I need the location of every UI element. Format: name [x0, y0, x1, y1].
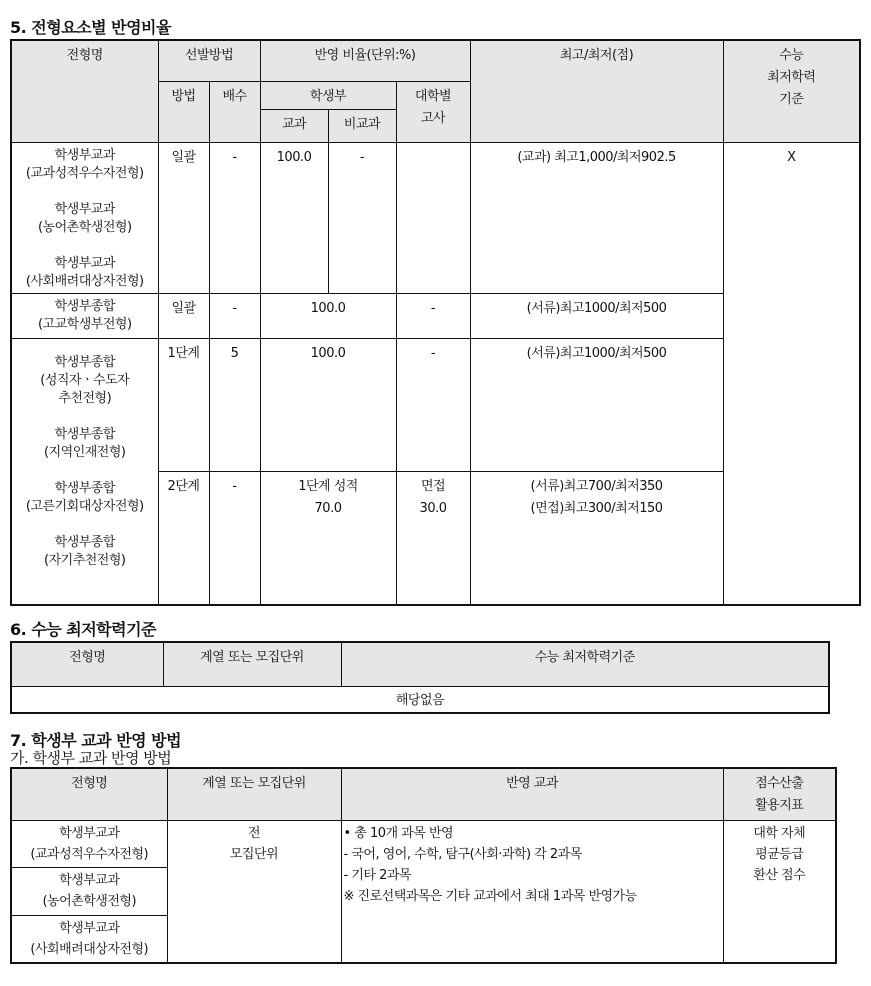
- header-type: 전형명: [11, 768, 167, 820]
- record-ratio: 1단계 성적 70.0: [260, 471, 396, 605]
- type-name: 학생부교과 (사회배려대상자전형): [11, 915, 167, 963]
- record-ratio: 100.0: [260, 338, 396, 471]
- maxmin: (서류)최고1000/최저500: [470, 293, 723, 338]
- header-index: 점수산출 활용지표: [723, 768, 836, 820]
- unit: 전 모집단위: [167, 820, 341, 963]
- subject-ratio: 100.0: [260, 142, 328, 293]
- header-record: 학생부: [260, 81, 396, 109]
- type-names: 학생부교과 (교과성적우수자전형) 학생부교과 (농어촌학생전형) 학생부교과 (사회배려대상자전형): [11, 142, 158, 293]
- nonsubject-ratio: -: [328, 142, 396, 293]
- maxmin: (서류)최고1000/최저500: [470, 338, 723, 471]
- header-method-group: 선발방법: [158, 40, 260, 81]
- header-unit: 계열 또는 모집단위: [163, 642, 341, 686]
- header-subject: 교과: [260, 109, 328, 142]
- exam-ratio: -: [396, 338, 470, 471]
- not-applicable: 해당없음: [11, 686, 829, 713]
- header-type: 전형명: [11, 40, 158, 142]
- section7-title: 7. 학생부 교과 반영 방법: [10, 731, 182, 750]
- exam-ratio: 면접 30.0: [396, 471, 470, 605]
- multiple: -: [209, 142, 260, 293]
- header-csat: 수능 최저학력기준: [341, 642, 829, 686]
- method: 일괄: [158, 293, 209, 338]
- method: 1단계: [158, 338, 209, 471]
- multiple: -: [209, 293, 260, 338]
- header-maxmin: 최고/최저(점): [470, 40, 723, 142]
- maxmin: (서류)최고700/최저350 (면접)최고300/최저150: [470, 471, 723, 605]
- record-ratio: 100.0: [260, 293, 396, 338]
- csat-minimum: X: [723, 142, 860, 605]
- exam-ratio: -: [396, 293, 470, 338]
- csat-table: [10, 641, 830, 714]
- header-unit: 계열 또는 모집단위: [167, 768, 341, 820]
- header-method: 방법: [158, 81, 209, 142]
- maxmin: (교과) 최고1,000/최저902.5: [470, 142, 723, 293]
- header-univ-exam: 대학별 고사: [396, 81, 470, 142]
- method: 일괄: [158, 142, 209, 293]
- multiple: -: [209, 471, 260, 605]
- exam-ratio: [396, 142, 470, 293]
- type-name: 학생부교과 (교과성적우수자전형): [11, 820, 167, 867]
- index: 대학 자체 평균등급 환산 점수: [723, 820, 836, 963]
- header-type: 전형명: [11, 642, 163, 686]
- header-csat: 수능 최저학력 기준: [723, 40, 860, 142]
- type-names: 학생부종합 (고교학생부전형): [11, 293, 158, 338]
- ratio-table: [10, 39, 861, 606]
- multiple: 5: [209, 338, 260, 471]
- header-multiple: 배수: [209, 81, 260, 142]
- subjects: • 총 10개 과목 반영 - 국어, 영어, 수학, 탐구(사회·과학) 각 2과목 - 기타 2과목 ※ 진로선택과목은 기타 교과에서 최대 1과목 반영가능: [341, 820, 723, 963]
- section6-title: 6. 수능 최저학력기준: [10, 620, 156, 639]
- header-ratio-group: 반영 비율(단위:%): [260, 40, 470, 81]
- type-names: 학생부종합 (성직자ㆍ수도자 추천전형) 학생부종합 (지역인재전형) 학생부종합 (고른기회대상자전형) 학생부종합 (자기추천전형): [11, 338, 158, 605]
- header-nonsubject: 비교과: [328, 109, 396, 142]
- header-subjects: 반영 교과: [341, 768, 723, 820]
- method: 2단계: [158, 471, 209, 605]
- type-name: 학생부교과 (농어촌학생전형): [11, 867, 167, 915]
- subject-table: [10, 767, 837, 964]
- section7-subtitle: 가. 학생부 교과 반영 방법: [10, 749, 172, 767]
- section5-title: 5. 전형요소별 반영비율: [10, 18, 171, 37]
